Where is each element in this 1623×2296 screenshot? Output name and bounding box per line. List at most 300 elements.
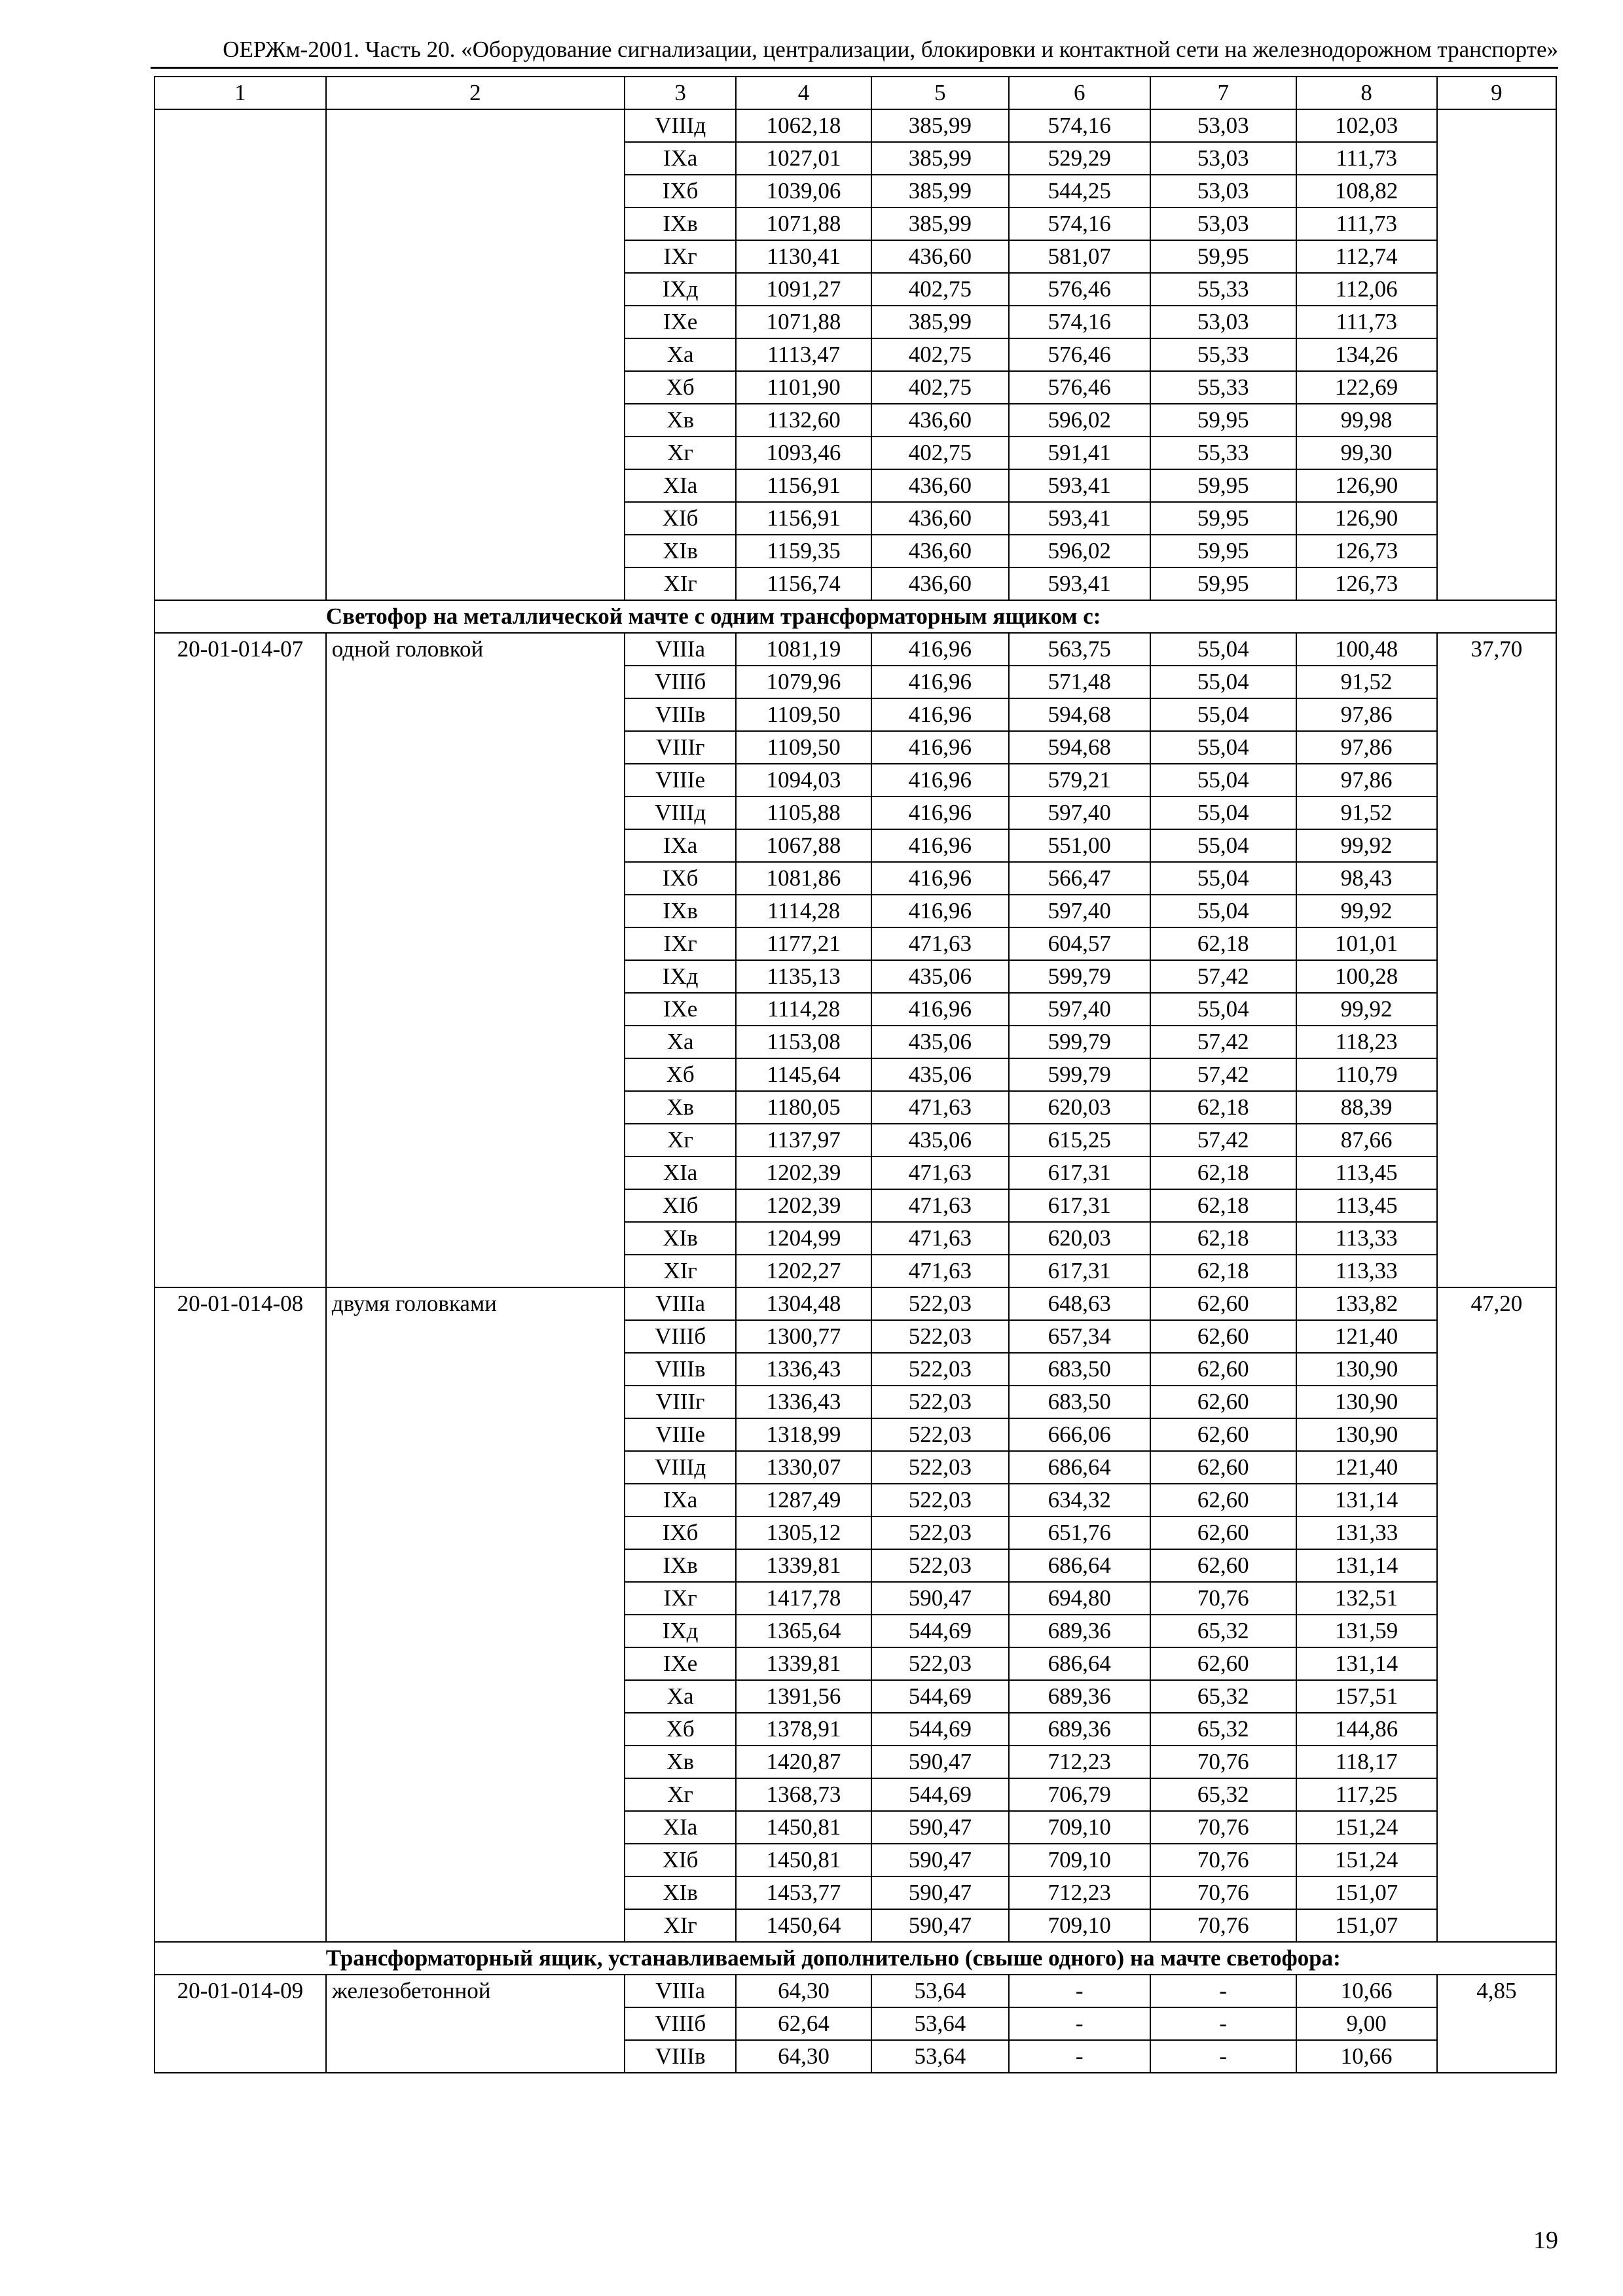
- value-cell: 1135,13: [736, 960, 871, 993]
- value-cell: 579,21: [1009, 764, 1150, 797]
- value-cell: 1094,03: [736, 764, 871, 797]
- value-cell: 657,34: [1009, 1320, 1150, 1353]
- value-cell: 1101,90: [736, 371, 871, 404]
- value-cell: 55,33: [1150, 338, 1296, 371]
- value-cell: 599,79: [1009, 1026, 1150, 1058]
- region-code-cell: VIIIд: [625, 797, 736, 829]
- value-cell: -: [1150, 2040, 1296, 2073]
- value-cell: 590,47: [871, 1876, 1009, 1909]
- value-cell: 62,60: [1150, 1353, 1296, 1386]
- value-cell: 597,40: [1009, 993, 1150, 1026]
- value-cell: 117,25: [1296, 1778, 1437, 1811]
- value-cell: 563,75: [1009, 633, 1150, 666]
- value-cell: 522,03: [871, 1386, 1009, 1418]
- region-code-cell: Xг: [625, 1778, 736, 1811]
- header-rule: [151, 67, 1558, 69]
- region-code-cell: XIг: [625, 1909, 736, 1942]
- value-cell: 522,03: [871, 1647, 1009, 1680]
- value-cell: 1330,07: [736, 1451, 871, 1484]
- region-code-cell: IXд: [625, 960, 736, 993]
- region-code-cell: XIа: [625, 1811, 736, 1844]
- region-code-cell: IXа: [625, 829, 736, 862]
- column-number: 3: [625, 77, 736, 109]
- value-cell: 522,03: [871, 1516, 1009, 1549]
- value-cell: 87,66: [1296, 1124, 1437, 1157]
- value-cell: 544,69: [871, 1778, 1009, 1811]
- value-cell: 113,45: [1296, 1189, 1437, 1222]
- region-code-cell: IXб: [625, 1516, 736, 1549]
- section-title: Светофор на металлической мачте с одним трансформаторным ящиком с:: [326, 600, 1556, 633]
- value-cell: 131,14: [1296, 1484, 1437, 1516]
- region-code-cell: VIIIв: [625, 1353, 736, 1386]
- value-cell: 1067,88: [736, 829, 871, 862]
- value-cell: 522,03: [871, 1353, 1009, 1386]
- value-cell: 1109,50: [736, 731, 871, 764]
- value-cell: 151,24: [1296, 1811, 1437, 1844]
- value-cell: 62,18: [1150, 1157, 1296, 1189]
- value-cell: 1071,88: [736, 306, 871, 338]
- value-cell: 99,92: [1296, 829, 1437, 862]
- region-code-cell: IXв: [625, 207, 736, 240]
- column-number-row: [155, 77, 1556, 109]
- value-cell: 62,18: [1150, 927, 1296, 960]
- value-cell: 402,75: [871, 437, 1009, 469]
- value-cell: 131,33: [1296, 1516, 1437, 1549]
- value-cell: -: [1150, 2007, 1296, 2040]
- value-cell: 591,41: [1009, 437, 1150, 469]
- value-cell: 709,10: [1009, 1909, 1150, 1942]
- section-row: [155, 600, 1556, 633]
- value-cell: 576,46: [1009, 273, 1150, 306]
- value-cell: 686,64: [1009, 1549, 1150, 1582]
- region-code-cell: IXд: [625, 1615, 736, 1647]
- value-cell: 99,92: [1296, 993, 1437, 1026]
- value-cell: 121,40: [1296, 1320, 1437, 1353]
- value-cell: 59,95: [1150, 567, 1296, 600]
- value-cell: 55,33: [1150, 437, 1296, 469]
- value-cell: 118,23: [1296, 1026, 1437, 1058]
- column-9-value: [1437, 109, 1556, 600]
- value-cell: 416,96: [871, 666, 1009, 698]
- value-cell: 620,03: [1009, 1222, 1150, 1255]
- value-cell: 593,41: [1009, 469, 1150, 502]
- value-cell: 55,04: [1150, 829, 1296, 862]
- value-cell: 57,42: [1150, 1058, 1296, 1091]
- value-cell: 62,18: [1150, 1255, 1296, 1287]
- value-cell: 1114,28: [736, 993, 871, 1026]
- value-cell: 102,03: [1296, 109, 1437, 142]
- value-cell: 55,04: [1150, 862, 1296, 895]
- rate-code: 20-01-014-07: [155, 633, 326, 1287]
- section-spacer: [155, 1942, 326, 1975]
- value-cell: 97,86: [1296, 731, 1437, 764]
- value-cell: 416,96: [871, 633, 1009, 666]
- value-cell: 62,60: [1150, 1451, 1296, 1484]
- value-cell: 436,60: [871, 502, 1009, 535]
- region-code-cell: XIб: [625, 1844, 736, 1876]
- table-row: [155, 1287, 1556, 1320]
- value-cell: 1081,19: [736, 633, 871, 666]
- value-cell: 544,25: [1009, 175, 1150, 207]
- region-code-cell: VIIIг: [625, 1386, 736, 1418]
- value-cell: 1450,81: [736, 1811, 871, 1844]
- value-cell: 1113,47: [736, 338, 871, 371]
- value-cell: 683,50: [1009, 1386, 1150, 1418]
- table-row: [155, 109, 1556, 142]
- region-code-cell: Xв: [625, 1091, 736, 1124]
- rate-code: 20-01-014-08: [155, 1287, 326, 1942]
- value-cell: 471,63: [871, 1222, 1009, 1255]
- value-cell: 590,47: [871, 1811, 1009, 1844]
- value-cell: 574,16: [1009, 109, 1150, 142]
- region-code-cell: IXа: [625, 142, 736, 175]
- value-cell: 1079,96: [736, 666, 871, 698]
- value-cell: 597,40: [1009, 797, 1150, 829]
- value-cell: -: [1150, 1975, 1296, 2007]
- value-cell: 100,28: [1296, 960, 1437, 993]
- value-cell: 62,18: [1150, 1091, 1296, 1124]
- value-cell: 1156,91: [736, 502, 871, 535]
- region-code-cell: Xг: [625, 437, 736, 469]
- region-code-cell: Xа: [625, 338, 736, 371]
- value-cell: 131,59: [1296, 1615, 1437, 1647]
- value-cell: 471,63: [871, 1189, 1009, 1222]
- value-cell: 53,64: [871, 1975, 1009, 2007]
- value-cell: 1130,41: [736, 240, 871, 273]
- value-cell: 70,76: [1150, 1909, 1296, 1942]
- value-cell: 712,23: [1009, 1746, 1150, 1778]
- region-code-cell: IXв: [625, 1549, 736, 1582]
- value-cell: 53,03: [1150, 207, 1296, 240]
- column-number: 5: [871, 77, 1009, 109]
- value-cell: 55,04: [1150, 731, 1296, 764]
- value-cell: 522,03: [871, 1484, 1009, 1516]
- value-cell: 648,63: [1009, 1287, 1150, 1320]
- value-cell: 1336,43: [736, 1386, 871, 1418]
- value-cell: 62,64: [736, 2007, 871, 2040]
- value-cell: 709,10: [1009, 1811, 1150, 1844]
- value-cell: 522,03: [871, 1287, 1009, 1320]
- rate-name: двумя головками: [326, 1287, 625, 1942]
- value-cell: 385,99: [871, 142, 1009, 175]
- value-cell: 1180,05: [736, 1091, 871, 1124]
- value-cell: 385,99: [871, 175, 1009, 207]
- region-code-cell: IXб: [625, 175, 736, 207]
- value-cell: 88,39: [1296, 1091, 1437, 1124]
- value-cell: 55,04: [1150, 797, 1296, 829]
- region-code-cell: XIг: [625, 567, 736, 600]
- value-cell: 62,60: [1150, 1484, 1296, 1516]
- value-cell: 435,06: [871, 1026, 1009, 1058]
- value-cell: 594,68: [1009, 731, 1150, 764]
- value-cell: 686,64: [1009, 1451, 1150, 1484]
- value-cell: 1156,91: [736, 469, 871, 502]
- value-cell: 706,79: [1009, 1778, 1150, 1811]
- column-number: 2: [326, 77, 625, 109]
- value-cell: 571,48: [1009, 666, 1150, 698]
- value-cell: 1202,27: [736, 1255, 871, 1287]
- value-cell: 113,45: [1296, 1157, 1437, 1189]
- value-cell: 100,48: [1296, 633, 1437, 666]
- value-cell: 1081,86: [736, 862, 871, 895]
- value-cell: 1287,49: [736, 1484, 871, 1516]
- value-cell: 1391,56: [736, 1680, 871, 1713]
- region-code-cell: IXб: [625, 862, 736, 895]
- value-cell: 113,33: [1296, 1255, 1437, 1287]
- value-cell: 634,32: [1009, 1484, 1150, 1516]
- region-code-cell: Xв: [625, 404, 736, 437]
- value-cell: 53,64: [871, 2007, 1009, 2040]
- region-code-cell: Xб: [625, 1713, 736, 1746]
- value-cell: 97,86: [1296, 764, 1437, 797]
- value-cell: 126,90: [1296, 502, 1437, 535]
- region-code-cell: Xг: [625, 1124, 736, 1157]
- region-code-cell: XIв: [625, 1222, 736, 1255]
- region-code-cell: VIIIв: [625, 698, 736, 731]
- value-cell: 436,60: [871, 567, 1009, 600]
- rate-code: [155, 109, 326, 600]
- table-body: [155, 77, 1556, 2073]
- value-cell: 522,03: [871, 1418, 1009, 1451]
- value-cell: 1071,88: [736, 207, 871, 240]
- region-code-cell: IXд: [625, 273, 736, 306]
- value-cell: 1378,91: [736, 1713, 871, 1746]
- value-cell: 1114,28: [736, 895, 871, 927]
- value-cell: 1368,73: [736, 1778, 871, 1811]
- value-cell: 544,69: [871, 1680, 1009, 1713]
- value-cell: 471,63: [871, 1157, 1009, 1189]
- region-code-cell: XIб: [625, 1189, 736, 1222]
- value-cell: 576,46: [1009, 338, 1150, 371]
- value-cell: 402,75: [871, 371, 1009, 404]
- value-cell: 1336,43: [736, 1353, 871, 1386]
- value-cell: 651,76: [1009, 1516, 1150, 1549]
- value-cell: 144,86: [1296, 1713, 1437, 1746]
- region-code-cell: XIв: [625, 535, 736, 567]
- value-cell: 689,36: [1009, 1680, 1150, 1713]
- section-title: Трансформаторный ящик, устанавливаемый дополнительно (свыше одного) на мачте светофора:: [326, 1942, 1556, 1975]
- value-cell: 689,36: [1009, 1713, 1150, 1746]
- region-code-cell: VIIIб: [625, 1320, 736, 1353]
- rate-name: одной головкой: [326, 633, 625, 1287]
- value-cell: 1105,88: [736, 797, 871, 829]
- region-code-cell: IXг: [625, 240, 736, 273]
- region-code-cell: VIIIв: [625, 2040, 736, 2073]
- value-cell: 709,10: [1009, 1844, 1150, 1876]
- value-cell: 435,06: [871, 1124, 1009, 1157]
- value-cell: 596,02: [1009, 404, 1150, 437]
- value-cell: -: [1009, 1975, 1150, 2007]
- value-cell: 126,73: [1296, 567, 1437, 600]
- value-cell: 62,60: [1150, 1418, 1296, 1451]
- value-cell: 59,95: [1150, 469, 1296, 502]
- value-cell: 620,03: [1009, 1091, 1150, 1124]
- region-code-cell: IXе: [625, 993, 736, 1026]
- value-cell: 416,96: [871, 764, 1009, 797]
- value-cell: 59,95: [1150, 404, 1296, 437]
- value-cell: 130,90: [1296, 1353, 1437, 1386]
- value-cell: 118,17: [1296, 1746, 1437, 1778]
- region-code-cell: IXе: [625, 306, 736, 338]
- value-cell: 151,24: [1296, 1844, 1437, 1876]
- value-cell: 416,96: [871, 731, 1009, 764]
- region-code-cell: IXе: [625, 1647, 736, 1680]
- column-number: 1: [155, 77, 326, 109]
- value-cell: 597,40: [1009, 895, 1150, 927]
- value-cell: 64,30: [736, 1975, 871, 2007]
- value-cell: 59,95: [1150, 240, 1296, 273]
- value-cell: 551,00: [1009, 829, 1150, 862]
- value-cell: 10,66: [1296, 1975, 1437, 2007]
- value-cell: -: [1009, 2040, 1150, 2073]
- value-cell: 130,90: [1296, 1386, 1437, 1418]
- value-cell: 385,99: [871, 306, 1009, 338]
- value-cell: 436,60: [871, 469, 1009, 502]
- value-cell: 522,03: [871, 1320, 1009, 1353]
- value-cell: 53,03: [1150, 142, 1296, 175]
- value-cell: 1145,64: [736, 1058, 871, 1091]
- value-cell: 599,79: [1009, 1058, 1150, 1091]
- value-cell: 1417,78: [736, 1582, 871, 1615]
- value-cell: 686,64: [1009, 1647, 1150, 1680]
- section-row: [155, 1942, 1556, 1975]
- value-cell: 65,32: [1150, 1778, 1296, 1811]
- value-cell: 385,99: [871, 207, 1009, 240]
- value-cell: 64,30: [736, 2040, 871, 2073]
- value-cell: 62,18: [1150, 1222, 1296, 1255]
- value-cell: 55,04: [1150, 698, 1296, 731]
- value-cell: 590,47: [871, 1844, 1009, 1876]
- value-cell: 62,18: [1150, 1189, 1296, 1222]
- value-cell: 599,79: [1009, 960, 1150, 993]
- value-cell: 112,06: [1296, 273, 1437, 306]
- value-cell: 1202,39: [736, 1157, 871, 1189]
- value-cell: 576,46: [1009, 371, 1150, 404]
- value-cell: 1159,35: [736, 535, 871, 567]
- rate-name: [326, 109, 625, 600]
- value-cell: 57,42: [1150, 1026, 1296, 1058]
- value-cell: 130,90: [1296, 1418, 1437, 1451]
- value-cell: 1156,74: [736, 567, 871, 600]
- column-number: 9: [1437, 77, 1556, 109]
- region-code-cell: XIг: [625, 1255, 736, 1287]
- value-cell: 590,47: [871, 1582, 1009, 1615]
- value-cell: 471,63: [871, 1091, 1009, 1124]
- section-spacer: [155, 600, 326, 633]
- value-cell: 108,82: [1296, 175, 1437, 207]
- region-code-cell: Xа: [625, 1026, 736, 1058]
- value-cell: 111,73: [1296, 207, 1437, 240]
- value-cell: 544,69: [871, 1615, 1009, 1647]
- value-cell: 70,76: [1150, 1811, 1296, 1844]
- value-cell: 1450,64: [736, 1909, 871, 1942]
- value-cell: 113,33: [1296, 1222, 1437, 1255]
- value-cell: 131,14: [1296, 1549, 1437, 1582]
- value-cell: 65,32: [1150, 1680, 1296, 1713]
- value-cell: 62,60: [1150, 1320, 1296, 1353]
- value-cell: 57,42: [1150, 1124, 1296, 1157]
- value-cell: 1305,12: [736, 1516, 871, 1549]
- value-cell: 593,41: [1009, 567, 1150, 600]
- value-cell: 122,69: [1296, 371, 1437, 404]
- table-row: [155, 633, 1556, 666]
- value-cell: 55,33: [1150, 273, 1296, 306]
- value-cell: 151,07: [1296, 1909, 1437, 1942]
- value-cell: 689,36: [1009, 1615, 1150, 1647]
- value-cell: 53,03: [1150, 109, 1296, 142]
- value-cell: 55,04: [1150, 666, 1296, 698]
- value-cell: 97,86: [1296, 698, 1437, 731]
- value-cell: 53,03: [1150, 306, 1296, 338]
- value-cell: 402,75: [871, 273, 1009, 306]
- value-cell: 134,26: [1296, 338, 1437, 371]
- value-cell: 111,73: [1296, 142, 1437, 175]
- value-cell: 91,52: [1296, 666, 1437, 698]
- value-cell: 1153,08: [736, 1026, 871, 1058]
- value-cell: 617,31: [1009, 1189, 1150, 1222]
- value-cell: 1300,77: [736, 1320, 871, 1353]
- page-number: 19: [1533, 2227, 1558, 2254]
- value-cell: 1453,77: [736, 1876, 871, 1909]
- value-cell: 712,23: [1009, 1876, 1150, 1909]
- value-cell: 416,96: [871, 862, 1009, 895]
- value-cell: 529,29: [1009, 142, 1150, 175]
- region-code-cell: VIIIб: [625, 2007, 736, 2040]
- value-cell: 522,03: [871, 1549, 1009, 1582]
- value-cell: 112,74: [1296, 240, 1437, 273]
- value-cell: 1450,81: [736, 1844, 871, 1876]
- value-cell: 70,76: [1150, 1582, 1296, 1615]
- value-cell: 70,76: [1150, 1876, 1296, 1909]
- value-cell: 98,43: [1296, 862, 1437, 895]
- table-row: [155, 1975, 1556, 2007]
- column-number: 4: [736, 77, 871, 109]
- value-cell: 402,75: [871, 338, 1009, 371]
- value-cell: 566,47: [1009, 862, 1150, 895]
- region-code-cell: VIIIб: [625, 666, 736, 698]
- region-code-cell: VIIIг: [625, 731, 736, 764]
- value-cell: 1091,27: [736, 273, 871, 306]
- value-cell: 59,95: [1150, 502, 1296, 535]
- value-cell: 416,96: [871, 829, 1009, 862]
- value-cell: 55,04: [1150, 633, 1296, 666]
- value-cell: 594,68: [1009, 698, 1150, 731]
- value-cell: 1109,50: [736, 698, 871, 731]
- value-cell: 581,07: [1009, 240, 1150, 273]
- value-cell: 596,02: [1009, 535, 1150, 567]
- value-cell: 1177,21: [736, 927, 871, 960]
- value-cell: 99,30: [1296, 437, 1437, 469]
- value-cell: 62,60: [1150, 1549, 1296, 1582]
- column-number: 8: [1296, 77, 1437, 109]
- value-cell: 1062,18: [736, 109, 871, 142]
- value-cell: 604,57: [1009, 927, 1150, 960]
- value-cell: 436,60: [871, 535, 1009, 567]
- value-cell: 9,00: [1296, 2007, 1437, 2040]
- column-9-value: 37,70: [1437, 633, 1556, 1287]
- value-cell: 62,60: [1150, 1516, 1296, 1549]
- value-cell: 471,63: [871, 1255, 1009, 1287]
- region-code-cell: Xа: [625, 1680, 736, 1713]
- value-cell: 593,41: [1009, 502, 1150, 535]
- value-cell: 1204,99: [736, 1222, 871, 1255]
- value-cell: 132,51: [1296, 1582, 1437, 1615]
- page-header: ОЕРЖм-2001. Часть 20. «Оборудование сигнализации, централизации, блокировки и контактной сети на железнодорожном транспорте»: [223, 37, 1558, 62]
- value-cell: 436,60: [871, 240, 1009, 273]
- value-cell: 57,42: [1150, 960, 1296, 993]
- region-code-cell: XIв: [625, 1876, 736, 1909]
- value-cell: 62,60: [1150, 1287, 1296, 1320]
